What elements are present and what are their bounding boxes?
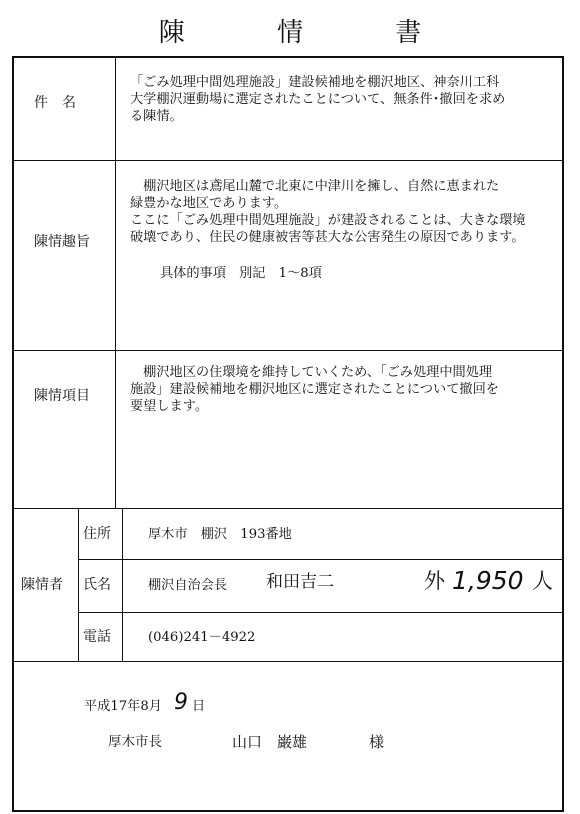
subject-label: 件 名 bbox=[34, 95, 76, 111]
purpose-text bbox=[130, 178, 526, 246]
label-column-divider bbox=[115, 58, 116, 508]
row-divider bbox=[14, 160, 562, 161]
purpose-line: 緑豊かな地区であります。 bbox=[130, 196, 288, 211]
items-line: 要望します。 bbox=[130, 399, 209, 414]
purpose-line: 棚沢地区は鳶尾山麓で北東に中津川を擁し、自然に恵まれた bbox=[130, 179, 500, 194]
phone-value: (046)241－4922 bbox=[148, 630, 256, 645]
row-divider bbox=[14, 661, 562, 662]
handwritten-day: 9 bbox=[174, 690, 188, 715]
addressee-name: 山口 巌雄 bbox=[232, 733, 308, 751]
items-line: 施設」建設候補地を棚沢地区に選定されたことについて撤回を bbox=[130, 382, 499, 397]
phone-label: 電話 bbox=[83, 629, 111, 645]
subject-line: る陳情。 bbox=[130, 109, 183, 124]
subject-line: 大学棚沢運動場に選定されたことについて、無条件･撤回を求め bbox=[130, 92, 506, 107]
items-label: 陳情項目 bbox=[34, 388, 90, 404]
address-value: 厚木市 棚沢 193番地 bbox=[148, 527, 292, 542]
row-divider bbox=[14, 350, 562, 351]
count-prefix: 外 bbox=[424, 569, 445, 593]
honorific: 様 bbox=[369, 733, 385, 751]
petitioner-column-divider bbox=[78, 508, 79, 661]
subject-line: 「ごみ処理中間処理施設」建設候補地を棚沢地区、神奈川工科 bbox=[130, 75, 500, 90]
purpose-label: 陳情趣旨 bbox=[34, 234, 90, 250]
items-line: 棚沢地区の住環境を維持していくため、「ごみ処理中間処理 bbox=[130, 365, 493, 380]
petitioner-label: 陳情者 bbox=[21, 577, 63, 593]
date-suffix: 日 bbox=[192, 699, 206, 714]
handwritten-count: 1,950 bbox=[452, 566, 524, 595]
name-label: 氏名 bbox=[83, 577, 111, 593]
subrow-divider bbox=[78, 612, 562, 613]
addressee-title: 厚木市長 bbox=[108, 734, 162, 750]
purpose-line: ここに「ごみ処理中間処理施設」が建設されることは、大きな環境 bbox=[130, 213, 526, 228]
purpose-detail: 具体的事項 別記 1～8項 bbox=[160, 266, 322, 281]
row-divider bbox=[14, 508, 562, 509]
subrow-divider bbox=[78, 559, 562, 560]
date-prefix: 平成17年8月 bbox=[84, 699, 162, 714]
items-text bbox=[130, 364, 499, 415]
purpose-line: 破壊であり、住民の健康被害等甚大な公害発生の原因であります。 bbox=[130, 230, 525, 245]
document-title: 陳 情 書 bbox=[158, 18, 464, 48]
organization-value: 棚沢自治会長 bbox=[148, 578, 228, 593]
petition-form bbox=[12, 56, 564, 812]
representative-name: 和田吉二 bbox=[266, 572, 334, 592]
address-label: 住所 bbox=[83, 526, 111, 542]
subject-text bbox=[130, 74, 505, 125]
petitioner-field-divider bbox=[122, 508, 123, 661]
count-suffix: 人 bbox=[532, 569, 553, 593]
